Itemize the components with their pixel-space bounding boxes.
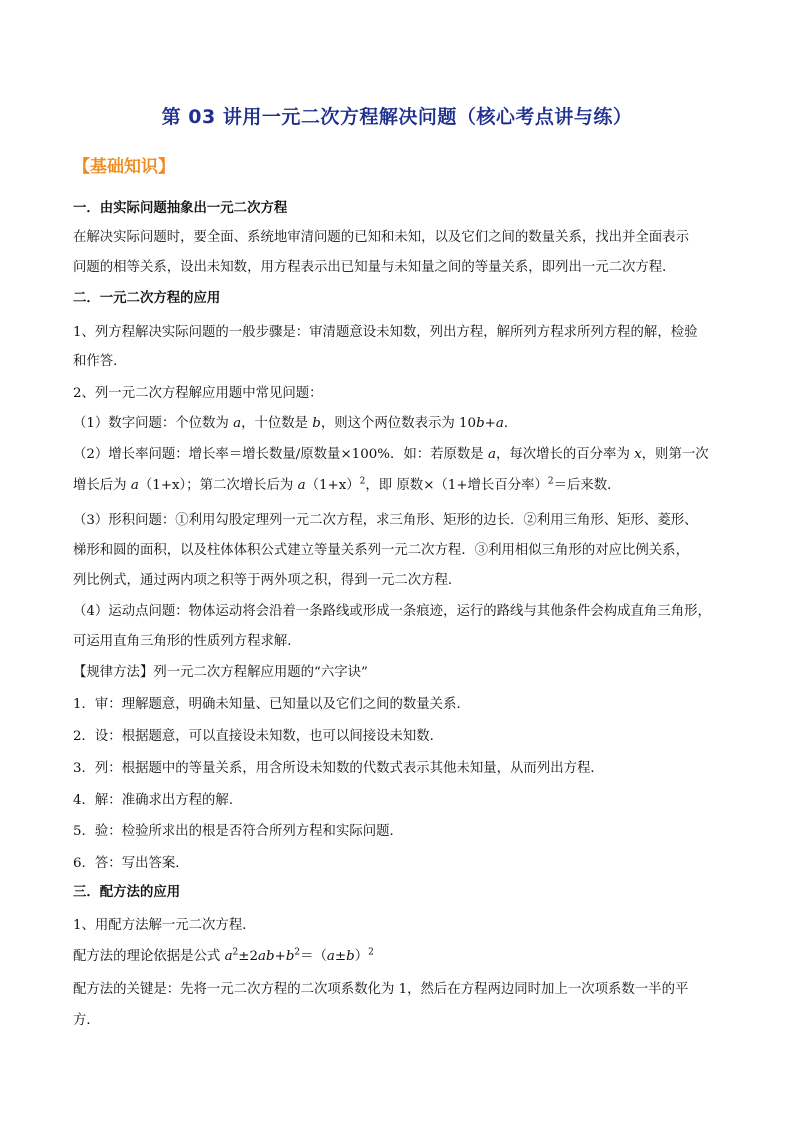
text: （1+x）；第二次增长后为 bbox=[138, 478, 298, 493]
var-a: a bbox=[297, 478, 306, 493]
exponent: 2 bbox=[359, 476, 366, 487]
paragraph: （3）形积问题：①利用勾股定理列一元二次方程，求三角形、矩形的边长．②利用三角形、矩形、菱形、 bbox=[73, 513, 698, 528]
text: 增长后为 bbox=[73, 478, 131, 493]
heading-3: 三．配方法的应用 bbox=[73, 885, 181, 900]
paragraph: 配方法的关键是：先将一元二次方程的二次项系数化为 1，然后在方程两边同时加上一次项系数一半的平 bbox=[73, 982, 689, 997]
text: （2）增长率问题：增长率＝增长数量/原数量×100%．如：若原数是 bbox=[73, 447, 488, 462]
var-b: b bbox=[346, 949, 355, 964]
text: ，则第一次 bbox=[641, 447, 709, 462]
var-a: a bbox=[487, 447, 496, 462]
paragraph: 和作答． bbox=[73, 354, 127, 369]
text: ＝后来数． bbox=[553, 478, 621, 493]
text: ，十位数是 bbox=[241, 416, 313, 431]
var-ab: ab bbox=[258, 949, 275, 964]
paragraph: 列比例式，通过两内项之积等于两外项之积，得到一元二次方程． bbox=[73, 573, 462, 588]
paragraph-method: 【规律方法】列一元二次方程解应用题的“六字诀” bbox=[73, 665, 368, 680]
expr-b-plus-a: b+a bbox=[476, 416, 504, 431]
paragraph: 问题的相等关系，设出未知数，用方程表示出已知量与未知量之间的等量关系，即列出一元二次方程． bbox=[73, 260, 676, 275]
text: ，则这个两位数表示为 10 bbox=[320, 416, 477, 431]
heading-1: 一．由实际问题抽象出一元二次方程 bbox=[73, 201, 288, 216]
paragraph: 方． bbox=[73, 1013, 100, 1028]
section-tag: 【基础知识】 bbox=[73, 157, 175, 177]
var-a: a bbox=[326, 949, 335, 964]
text: ，即 原数×（1+增长百分率） bbox=[365, 478, 548, 493]
text: ±2 bbox=[238, 949, 259, 964]
text: ） bbox=[354, 949, 369, 964]
var-b: b bbox=[312, 416, 321, 431]
paragraph: 1、用配方法解一元二次方程． bbox=[73, 918, 256, 933]
page-title: 第 03 讲用一元二次方程解决问题（核心考点讲与练） bbox=[161, 106, 633, 128]
paragraph-growth-formula bbox=[73, 477, 733, 495]
paragraph-number-problem bbox=[73, 415, 733, 433]
var-b: b bbox=[285, 949, 295, 964]
paragraph: 1、列方程解决实际问题的一般步骤是：审清题意设未知数，列出方程，解所列方程求所列方程的解，检验 bbox=[73, 325, 698, 340]
var-a: a bbox=[224, 949, 233, 964]
text: ＝（ bbox=[300, 949, 327, 964]
step-item: 3．列：根据题中的等量关系，用含所设未知数的代数式表示其他未知量，从而列出方程． bbox=[73, 761, 604, 776]
step-item: 5．验：检验所求出的根是否符合所列方程和实际问题． bbox=[73, 824, 403, 839]
exponent: 2 bbox=[547, 476, 554, 487]
text: ． bbox=[503, 416, 518, 431]
paragraph: 可运用直角三角形的性质列方程求解． bbox=[73, 634, 301, 649]
paragraph: 2、列一元二次方程解应用题中常见问题： bbox=[73, 386, 323, 401]
var-a: a bbox=[233, 416, 242, 431]
text: + bbox=[274, 949, 286, 964]
paragraph-formula bbox=[73, 948, 733, 966]
paragraph: 梯形和圆的面积，以及柱体体积公式建立等量关系列一元二次方程．③利用相似三角形的对应比例关系， bbox=[73, 543, 689, 558]
text: ，每次增长的百分率为 bbox=[495, 447, 635, 462]
text: （1）数字问题：个位数为 bbox=[73, 416, 234, 431]
heading-2: 二．一元二次方程的应用 bbox=[73, 291, 221, 306]
exponent: 2 bbox=[368, 947, 374, 958]
step-item: 4．解：准确求出方程的解． bbox=[73, 793, 243, 808]
text: ± bbox=[334, 949, 347, 964]
paragraph: 在解决实际问题时，要全面、系统地审清问题的已知和未知，以及它们之间的数量关系，找出并全面表示 bbox=[73, 230, 689, 245]
exponent: 2 bbox=[232, 947, 239, 958]
var-a: a bbox=[130, 478, 139, 493]
exponent: 2 bbox=[294, 947, 301, 958]
step-item: 2．设：根据题意，可以直接设未知数，也可以间接设未知数． bbox=[73, 729, 444, 744]
paragraph-growth-problem bbox=[73, 446, 733, 464]
step-item: 1．审：理解题意，明确未知量、已知量以及它们之间的数量关系． bbox=[73, 697, 470, 712]
text: 配方法的理论依据是公式 bbox=[73, 949, 225, 964]
var-x: x bbox=[634, 447, 642, 462]
text: （1+x） bbox=[305, 478, 360, 493]
step-item: 6．答：写出答案． bbox=[73, 856, 189, 871]
paragraph: （4）运动点问题：物体运动将会沿着一条路线或形成一条痕迹，运行的路线与其他条件会构成直角三角形， bbox=[73, 604, 711, 619]
